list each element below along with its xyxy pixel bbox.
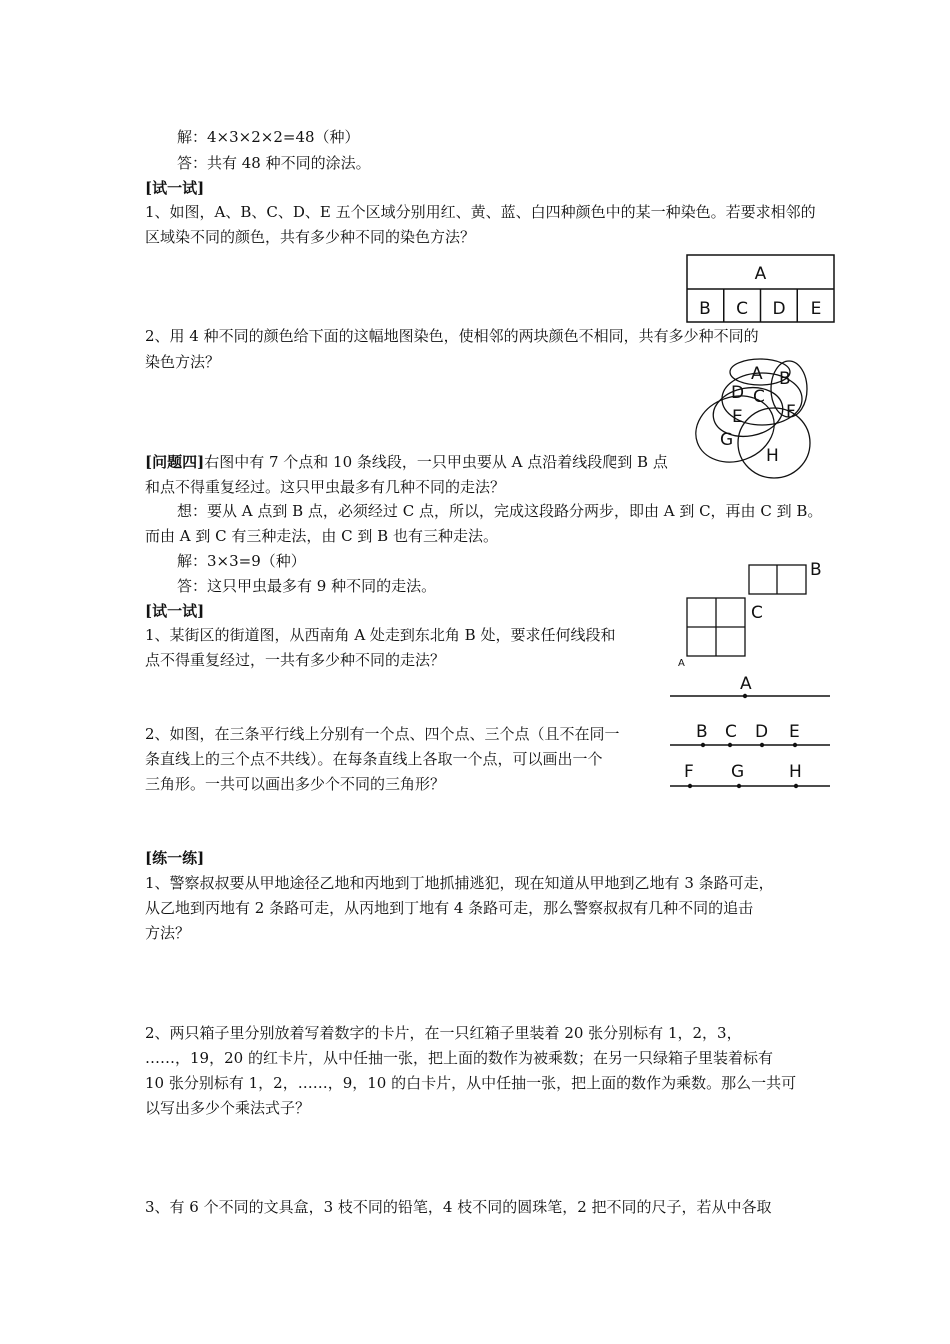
map-label-f: F <box>786 402 796 422</box>
thinking-line: 而由 A 到 C 有三种走法，由 C 到 B 也有三种走法。 <box>145 527 498 545</box>
map-label-c: C <box>753 387 765 407</box>
map-label-g: G <box>720 430 734 450</box>
problem-four-text <box>145 451 668 473</box>
problem-text: 条直线上的三个点不共线）。在每条直线上各取一个点，可以画出一个 <box>145 750 603 768</box>
problem-text: 2、如图，在三条平行线上分别有一个点、四个点、三个点（且不在同一 <box>145 725 620 743</box>
line-point-e: E <box>789 722 800 742</box>
parallel-lines-figure <box>670 668 832 790</box>
exercise-text: 2、两只箱子里分别放着写着数字的卡片，在一只红箱子里装着 20 张分别标有 1，2，3， <box>145 1024 742 1042</box>
grid-label-b: B <box>810 560 822 580</box>
answer-line: 答：这只甲虫最多有 9 种不同的走法。 <box>177 577 437 595</box>
thinking-line: 想：要从 A 点到 B 点，必须经过 C 点，所以，完成这段路分两步，即由 A 到 C，再由 C 到 B。 <box>177 502 823 520</box>
problem-text: 2、用 4 种不同的颜色给下面的这幅地图染色，使相邻的两块颜色不相同，共有多少种不同的 <box>145 327 759 345</box>
region-label-d: D <box>772 299 786 319</box>
problem-text: 1、某街区的街道图，从西南角 A 处走到东北角 B 处，要求任何线段和 <box>145 626 616 644</box>
exercise-text: 3、有 6 个不同的文具盒，3 枝不同的铅笔，4 枝不同的圆珠笔，2 把不同的尺子，若从中各取 <box>145 1198 772 1216</box>
problem-four-statement: 右图中有 7 个点和 10 条线段，一只甲虫要从 A 点沿着线段爬到 B 点 <box>204 453 668 471</box>
map-label-e: E <box>732 407 743 427</box>
line-point-c: C <box>725 722 737 742</box>
problem-text: 染色方法？ <box>145 353 221 371</box>
section-heading: [试一试] <box>145 179 205 197</box>
street-grid-figure <box>676 558 836 670</box>
grid-label-a: A <box>678 658 685 669</box>
exercise-text: ……，19，20 的红卡片，从中任抽一张，把上面的数作为被乘数；在另一只绿箱子里装着标有 <box>145 1049 773 1067</box>
line-point-d: D <box>755 722 769 742</box>
line-point-f: F <box>684 762 694 782</box>
region-figure <box>686 254 836 324</box>
map-figure <box>690 354 820 480</box>
problem-text: 区域染不同的颜色，共有多少种不同的染色方法？ <box>145 228 476 246</box>
line-point-h: H <box>789 762 802 782</box>
answer-line: 答：共有 48 种不同的涂法。 <box>177 154 371 172</box>
map-label-a: A <box>751 364 763 384</box>
exercise-text: 从乙地到丙地有 2 条路可走，从丙地到丁地有 4 条路可走，那么警察叔叔有几种不同的追击 <box>145 899 754 917</box>
problem-text: 1、如图，A、B、C、D、E 五个区域分别用红、黄、蓝、白四种颜色中的某一种染色。若要求相邻的 <box>145 203 816 221</box>
map-label-b: B <box>779 369 791 389</box>
line-point-g: G <box>731 762 745 782</box>
section-heading: [练一练] <box>145 849 205 867</box>
exercise-text: 方法？ <box>145 924 191 942</box>
problem-text: 三角形。一共可以画出多少个不同的三角形？ <box>145 775 446 793</box>
map-label-d: D <box>731 383 745 403</box>
exercise-text: 10 张分别标有 1，2，……，9，10 的白卡片，从中任抽一张，把上面的数作为乘数。那么一共可 <box>145 1074 797 1092</box>
problem-four-heading: [问题四] <box>145 453 205 471</box>
problem-text: 点不得重复经过，一共有多少种不同的走法？ <box>145 651 446 669</box>
region-label-a: A <box>754 264 767 284</box>
region-label-c: C <box>736 299 748 319</box>
section-heading: [试一试] <box>145 602 205 620</box>
region-label-e: E <box>810 299 822 319</box>
exercise-text: 以写出多少个乘法式子？ <box>145 1099 311 1117</box>
map-label-h: H <box>766 446 779 466</box>
problem-text: 和点不得重复经过。这只甲虫最多有几种不同的走法？ <box>145 478 506 496</box>
line-point-a: A <box>740 674 752 694</box>
exercise-text: 1、警察叔叔要从甲地途径乙地和丙地到丁地抓捕逃犯，现在知道从甲地到乙地有 3 条路可走， <box>145 874 774 892</box>
line-point-b: B <box>696 722 708 742</box>
region-label-b: B <box>699 299 711 319</box>
solution-line: 解：4×3×2×2=48（种） <box>177 128 360 146</box>
solution-line: 解：3×3=9（种） <box>177 552 306 570</box>
grid-label-c: C <box>751 603 763 623</box>
